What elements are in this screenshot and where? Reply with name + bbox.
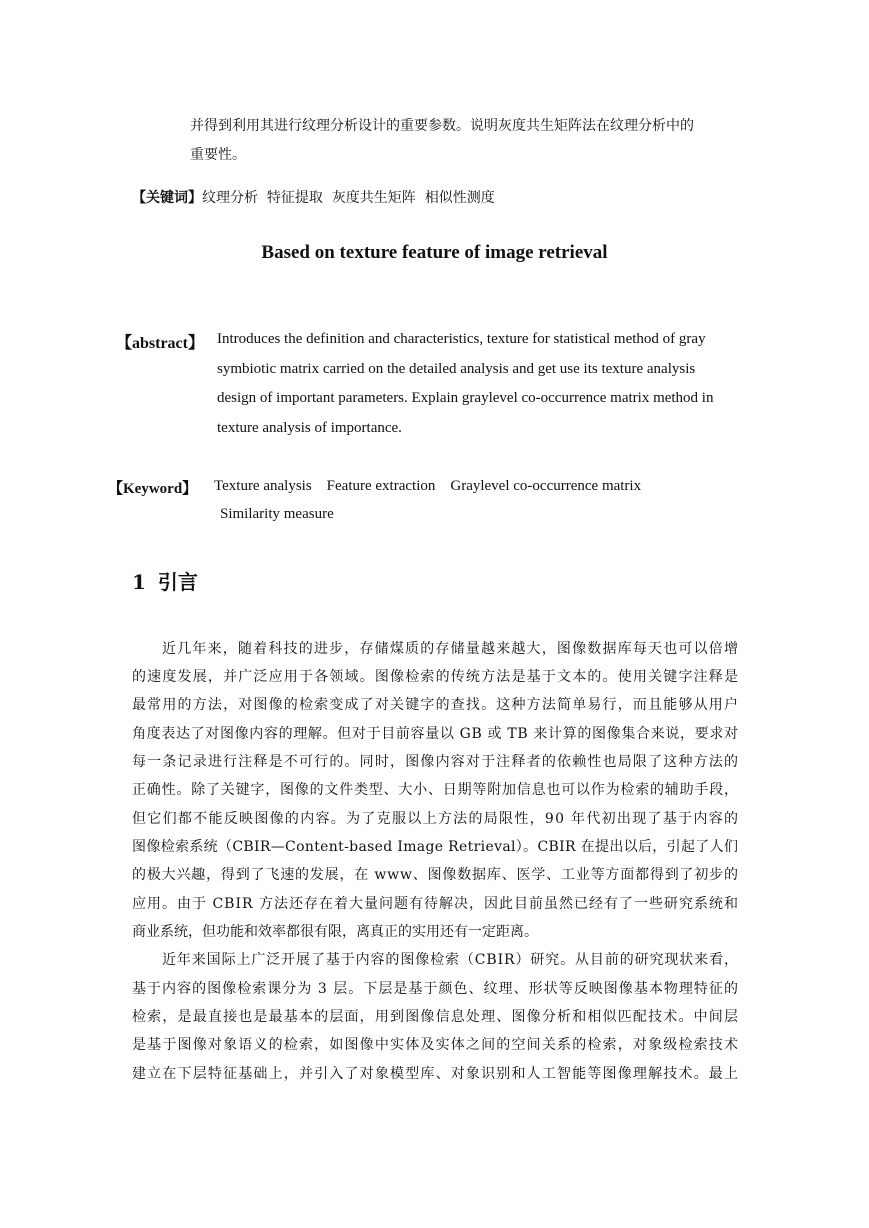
keyword-zh: 特征提取 xyxy=(266,190,323,206)
body-line: 正确性。除了关键字，图像的文件类型、大小、日期等附加信息也可以作为检索的辅助手段， xyxy=(132,782,739,798)
section-heading xyxy=(132,566,198,595)
body-line: 近几年来，随着科技的进步，存储煤质的存储量越来越大，图像数据库每天也可以倍增 xyxy=(162,641,740,657)
body-line: 最常用的方法，对图像的检索变成了对关键字的查找。这种方法简单易行，而且能够从用户 xyxy=(132,697,740,713)
keyword-en: Feature extraction xyxy=(326,478,436,494)
keyword-zh: 纹理分析 xyxy=(202,190,258,206)
keywords-zh xyxy=(132,187,495,207)
abstract-en-line: symbiotic matrix carried on the detailed analysis and get use its texture analysis xyxy=(217,361,696,377)
body-line: 图像检索系统（CBIR—Content-based Image Retrieval）。CBIR 在提出以后，引起了人们 xyxy=(132,839,739,855)
section-title: 引言 xyxy=(157,570,198,594)
body-line: 但它们都不能反映图像的内容。为了克服以上方法的局限性，90 年代初出现了基于内容的 xyxy=(132,811,740,827)
paper-title-en: Based on texture feature of image retrieval xyxy=(261,242,608,263)
keywords-zh-label: 【关键词】 xyxy=(132,190,202,206)
body-line: 建立在下层特征基础上，并引入了对象模型库、对象识别和人工智能等图像理解技术。最上 xyxy=(132,1066,740,1082)
keywords-en-label: 【Keyword】 xyxy=(108,481,198,497)
keyword-zh: 相似性测度 xyxy=(424,190,495,206)
body-line: 角度表达了对图像内容的理解。但对于目前容量以 GB 或 TB 来计算的图像集合来说，要求对 xyxy=(132,726,739,742)
body-line: 是基于图像对象语义的检索，如图像中实体及实体之间的空间关系的检索，对象级检索技术 xyxy=(132,1037,740,1053)
abstract-zh-line: 重要性。 xyxy=(190,147,246,163)
keyword-zh: 灰度共生矩阵 xyxy=(331,190,416,206)
section-number: 1 xyxy=(132,570,146,594)
abstract-en-line: texture analysis of importance. xyxy=(217,420,402,436)
body-line: 的速度发展，并广泛应用于各领域。图像检索的传统方法是基于文本的。使用关键字注释是 xyxy=(132,669,740,685)
abstract-en-line: Introduces the definition and characteristics, texture for statistical method of gray xyxy=(217,331,706,347)
body-line: 检索，是最直接也是最基本的层面，用到图像信息处理、图像分析和相似匹配技术。中间层 xyxy=(132,1009,740,1025)
abstract-en-line: design of important parameters. Explain graylevel co-occurrence matrix method in xyxy=(217,390,714,406)
abstract-en-label: 【abstract】 xyxy=(116,335,204,352)
abstract-zh-line: 并得到利用其进行纹理分析设计的重要参数。说明灰度共生矩阵法在纹理分析中的 xyxy=(190,118,694,134)
keyword-en: Graylevel co-occurrence matrix xyxy=(450,478,642,494)
body-line: 每一条记录进行注释是不可行的。同时，图像内容对于注释者的依赖性也局限了这种方法的 xyxy=(132,754,740,770)
keyword-en: Similarity measure xyxy=(220,506,334,522)
body-line: 应用。由于 CBIR 方法还存在着大量问题有待解决，因此目前虽然已经有了一些研究系统和 xyxy=(132,896,739,912)
body-line: 商业系统，但功能和效率都很有限，离真正的实用还有一定距离。 xyxy=(132,924,538,940)
body-line: 基于内容的图像检索课分为 3 层。下层是基于颜色、纹理、形状等反映图像基本物理特征的 xyxy=(132,981,740,997)
body-line: 的极大兴趣，得到了飞速的发展，在 www、图像数据库、医学、工业等方面都得到了初步的 xyxy=(132,867,739,883)
keywords-en-line xyxy=(214,478,656,495)
body-line: 近年来国际上广泛开展了基于内容的图像检索（CBIR）研究。从目前的研究现状来看， xyxy=(162,952,739,968)
keyword-en: Texture analysis xyxy=(214,478,312,494)
